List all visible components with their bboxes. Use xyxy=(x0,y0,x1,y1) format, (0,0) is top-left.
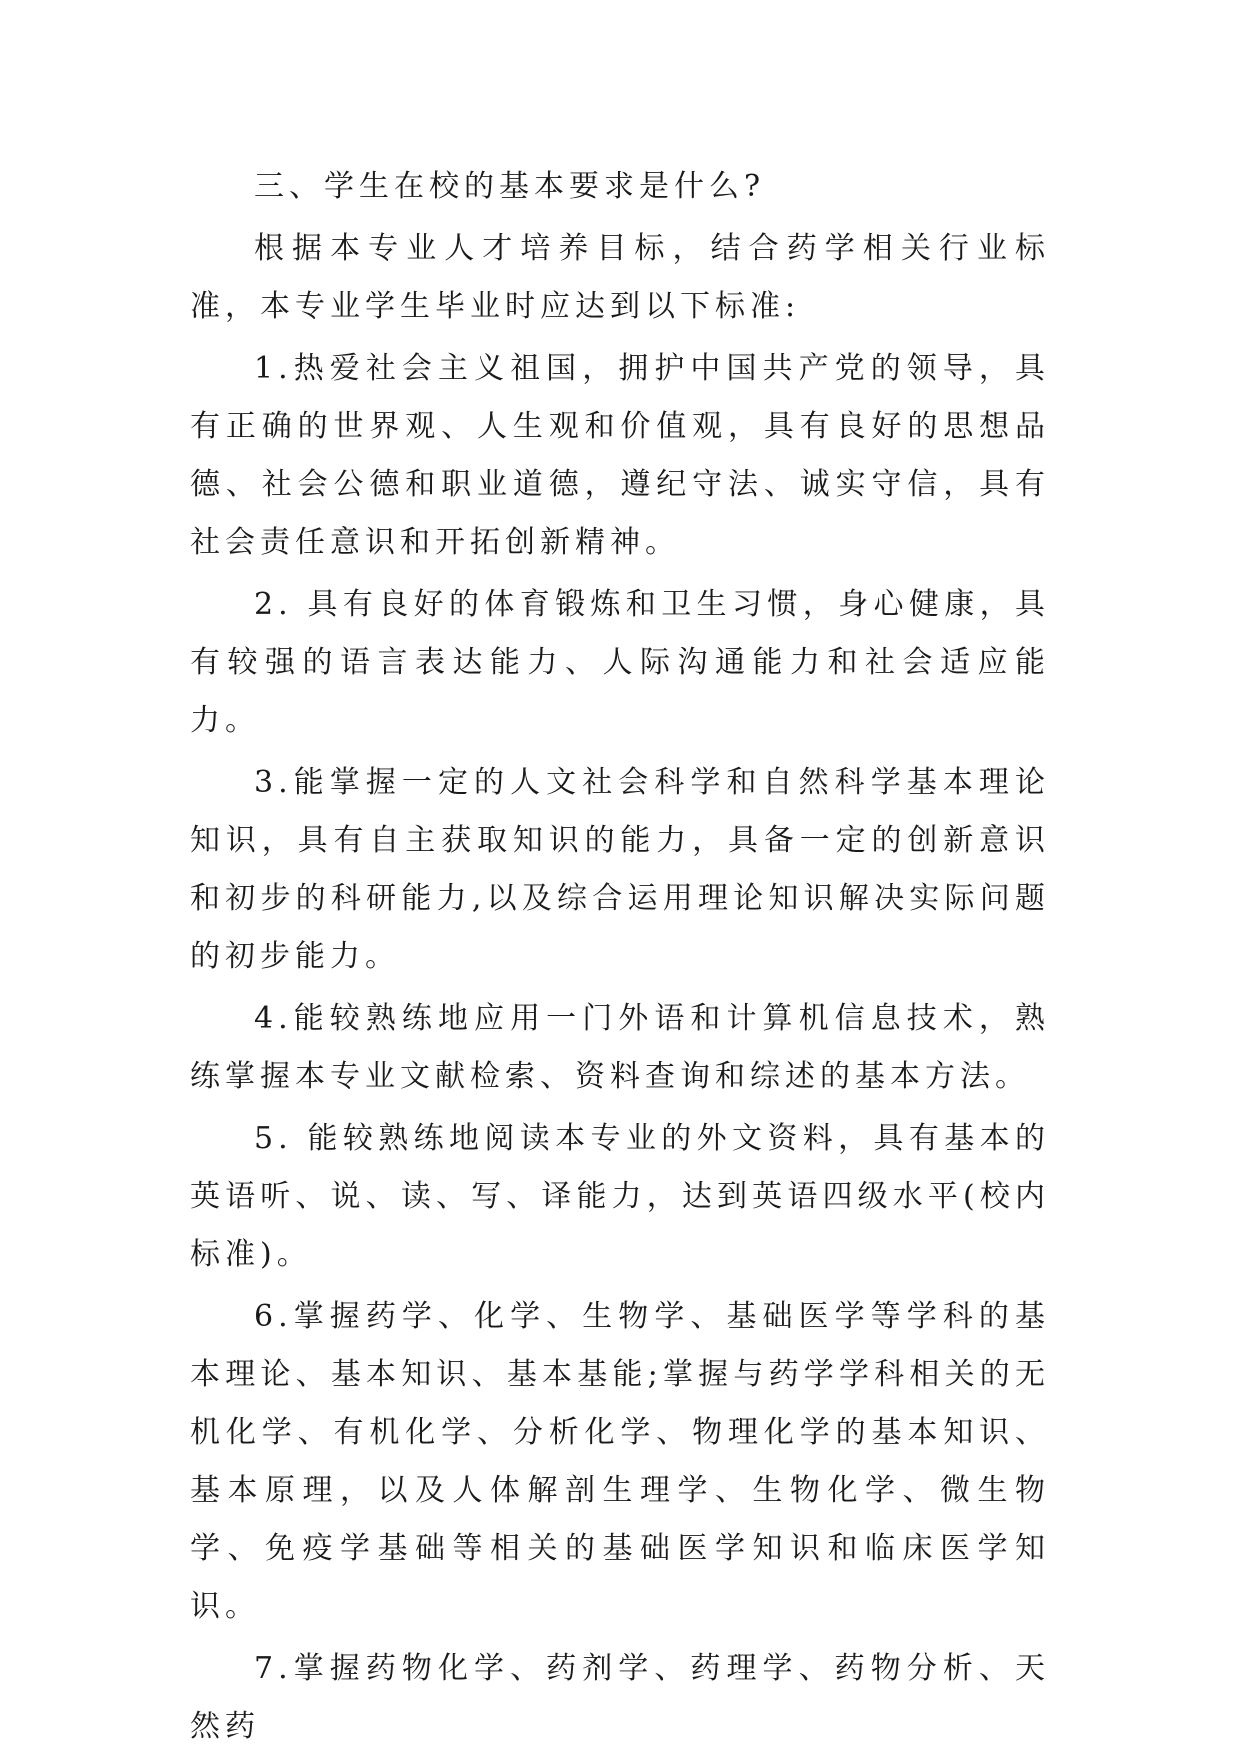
requirement-item-5: 5. 能较熟练地阅读本专业的外文资料，具有基本的英语听、说、读、写、译能力，达到英语四级水平(校内标准)。 xyxy=(190,1121,1050,1272)
requirement-item-1: 1.热爱社会主义祖国，拥护中国共产党的领导，具有正确的世界观、人生观和价值观，具有良好的思想品德、社会公德和职业道德，遵纪守法、诚实守信，具有社会责任意识和开拓创新精神。 xyxy=(190,351,1050,560)
requirement-item-2: 2. 具有良好的体育锻炼和卫生习惯，身心健康，具有较强的语言表达能力、人际沟通能力和社会适应能力。 xyxy=(190,587,1050,738)
document-body xyxy=(190,158,1050,1756)
requirement-item-3: 3.能掌握一定的人文社会科学和自然科学基本理论知识，具有自主获取知识的能力，具备一定的创新意识和初步的科研能力,以及综合运用理论知识解决实际问题的初步能力。 xyxy=(190,765,1050,974)
requirement-item-4: 4.能较熟练地应用一门外语和计算机信息技术，熟练掌握本专业文献检索、资料查询和综述的基本方法。 xyxy=(190,1001,1050,1094)
section-heading: 三、学生在校的基本要求是什么? xyxy=(254,169,766,204)
requirement-item-6: 6.掌握药学、化学、生物学、基础医学等学科的基本理论、基本知识、基本基能;掌握与药学学科相关的无机化学、有机化学、分析化学、物理化学的基本知识、基本原理，以及人体解剖生理学、生物化学、微生物学、免疫学基础等相关的基础医学知识和临床医学知识。 xyxy=(190,1299,1050,1624)
intro-paragraph: 根据本专业人才培养目标，结合药学相关行业标准，本专业学生毕业时应达到以下标准: xyxy=(190,231,1050,324)
requirement-item-7: 7.掌握药物化学、药剂学、药理学、药物分析、天然药 xyxy=(190,1651,1050,1744)
